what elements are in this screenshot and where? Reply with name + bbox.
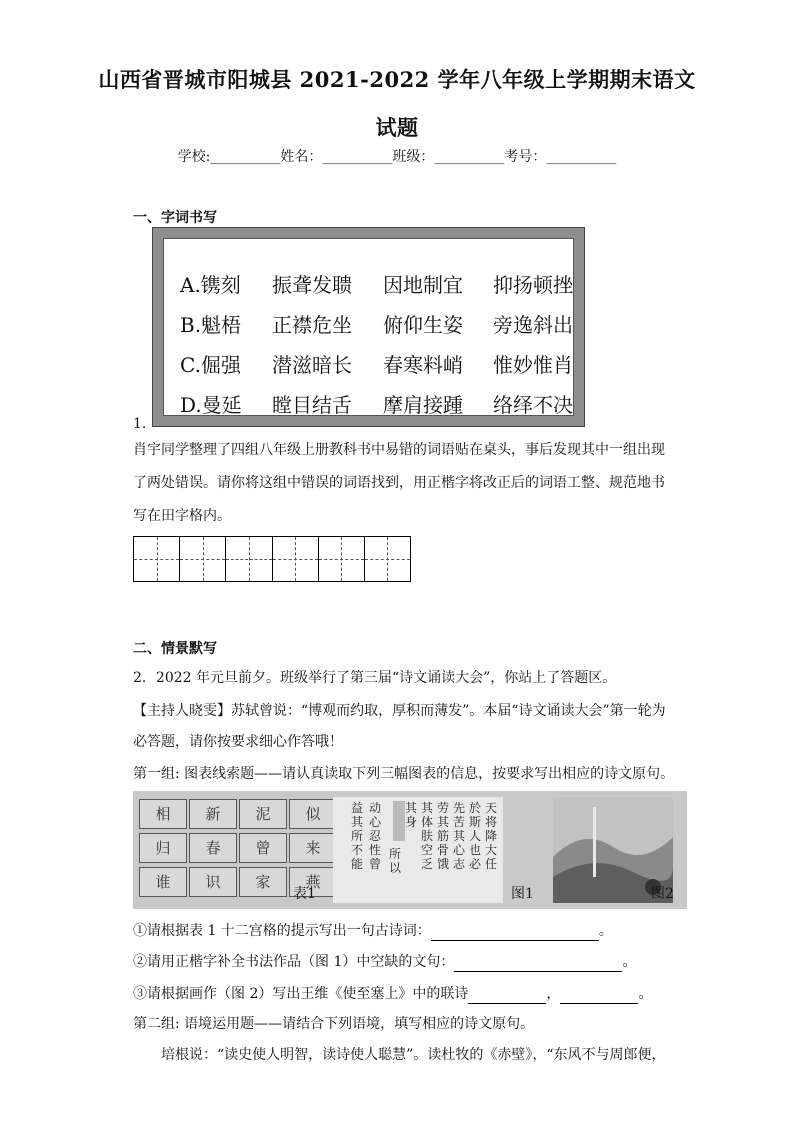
question-2-3: [133, 984, 693, 1004]
word-item: 惟妙惟肖: [493, 353, 573, 377]
calligraphy-figure-1: [333, 797, 503, 903]
section-2-heading: 二、情景默写: [133, 641, 217, 657]
student-info-line: 学校:__________姓名：__________班级：__________考号：__________: [177, 149, 617, 165]
period: 。: [622, 954, 637, 970]
grid-char: 燕: [289, 867, 337, 897]
grid-char: 谁: [139, 867, 187, 897]
question-1-text: 肖宇同学整理了四组八年级上册教科书中易错的词语贴在桌头，事后发现其中一组出现: [133, 442, 665, 458]
grid-char: 泥: [239, 799, 287, 829]
host-text: 必答题，请你按要求细心作答哦！: [133, 734, 343, 750]
grid-char: 归: [139, 833, 187, 863]
host-text: 【主持人晓雯】苏轼曾说：“博观而约取，厚积而薄发”。本届“诗文诵读大会”第一轮为: [133, 703, 666, 719]
word-item: A.镌刻: [180, 273, 241, 297]
missing-text-gap: [393, 801, 405, 841]
question-1-number: 1.: [133, 416, 147, 432]
answer-blank[interactable]: [454, 957, 622, 972]
grid-char: 相: [139, 799, 187, 829]
callig-column: 动心忍性曾: [369, 801, 382, 871]
comma: ，: [546, 986, 561, 1002]
table-1-label: 表1: [293, 886, 316, 902]
group-2-instruction: 第二组: 语境运用题——请结合下列语境，填写相应的诗文原句。: [133, 1016, 535, 1032]
question-1-text: 了两处错误。请你将这组中错误的词语找到，用正楷字将改正后的词语工整、规范地书: [133, 475, 665, 491]
grid-char: 识: [189, 867, 237, 897]
word-item: 振聋发聩: [272, 273, 352, 297]
callig-column: 先苦其心志: [453, 801, 466, 871]
tianzige-cell[interactable]: [134, 537, 180, 581]
question-text: ②请用正楷字补全书法作品（图 1）中空缺的文句：: [133, 954, 455, 970]
word-item: 因地制宜: [383, 273, 463, 297]
word-item: 正襟危坐: [272, 313, 352, 337]
tianzige-cell[interactable]: [365, 537, 410, 581]
tianzige-cell[interactable]: [319, 537, 365, 581]
word-item: 春寒料峭: [383, 353, 463, 377]
callig-column: 劳其筋骨饿: [437, 801, 450, 871]
section-1-heading: 一、字词书写: [133, 210, 217, 226]
word-card-image: [152, 227, 585, 427]
answer-blank[interactable]: [468, 989, 546, 1004]
answer-blank[interactable]: [560, 989, 638, 1004]
question-text: ①请根据表 1 十二宫格的提示写出一句古诗词：: [133, 923, 431, 939]
callig-column: 益其所不能: [351, 801, 364, 871]
context-text: 培根说：“读史使人明智，读诗使人聪慧”。读杜牧的《赤壁》，“东风不与周郎便，: [161, 1047, 666, 1063]
page-title: 山西省晋城市阳城县 2021-2022 学年八年级上学期期末语文: [98, 67, 696, 92]
callig-column: 所以: [389, 847, 402, 875]
word-item: 俯仰生姿: [383, 313, 463, 337]
figure-2-label: 图2: [651, 886, 674, 902]
grid-char: 家: [239, 867, 287, 897]
callig-column: 天将降大任: [485, 801, 498, 871]
callig-column: 其身: [405, 801, 418, 829]
grid-char: 似: [289, 799, 337, 829]
question-1-text: 写在田字格内。: [133, 508, 231, 524]
word-item: B.魁梧: [180, 313, 242, 337]
grid-char: 春: [189, 833, 237, 863]
tianzige-cell[interactable]: [180, 537, 226, 581]
period: 。: [598, 923, 613, 939]
group-1-instruction: 第一组: 图表线索题——请认真读取下列三幅图表的信息，按要求写出相应的诗文原句。: [133, 766, 675, 782]
answer-blank[interactable]: [431, 926, 599, 941]
figures-strip: [133, 791, 687, 909]
page-title-line2: 试题: [375, 115, 419, 140]
word-item: 抑扬顿挫: [493, 273, 573, 297]
word-item: 旁逸斜出: [493, 313, 573, 337]
tianzige-cell[interactable]: [226, 537, 272, 581]
callig-column: 其体肤空乏: [421, 801, 434, 871]
word-item: 瞠目结舌: [272, 393, 352, 417]
tianzige-cell[interactable]: [273, 537, 319, 581]
word-item: 络绎不决: [493, 393, 573, 417]
callig-column: 於斯人也必: [469, 801, 482, 871]
word-item: C.倔强: [180, 353, 241, 377]
word-item: 潜滋暗长: [272, 353, 352, 377]
tianzige-grid[interactable]: [133, 536, 411, 582]
figure-1-label: 图1: [511, 886, 534, 902]
grid-char: 来: [289, 833, 337, 863]
question-text: ③请根据画作（图 2）写出王维《使至塞上》中的联诗: [133, 986, 469, 1002]
word-item: D.曼延: [180, 393, 242, 417]
question-2-2: [133, 952, 693, 972]
question-2-intro: 2．2022 年元旦前夕。班级举行了第三届“诗文诵读大会”，你站上了答题区。: [133, 670, 617, 686]
period: 。: [638, 986, 653, 1002]
word-item: 摩肩接踵: [383, 393, 463, 417]
grid-char: 新: [189, 799, 237, 829]
question-2-1: [133, 921, 693, 941]
grid-char: 曾: [239, 833, 287, 863]
